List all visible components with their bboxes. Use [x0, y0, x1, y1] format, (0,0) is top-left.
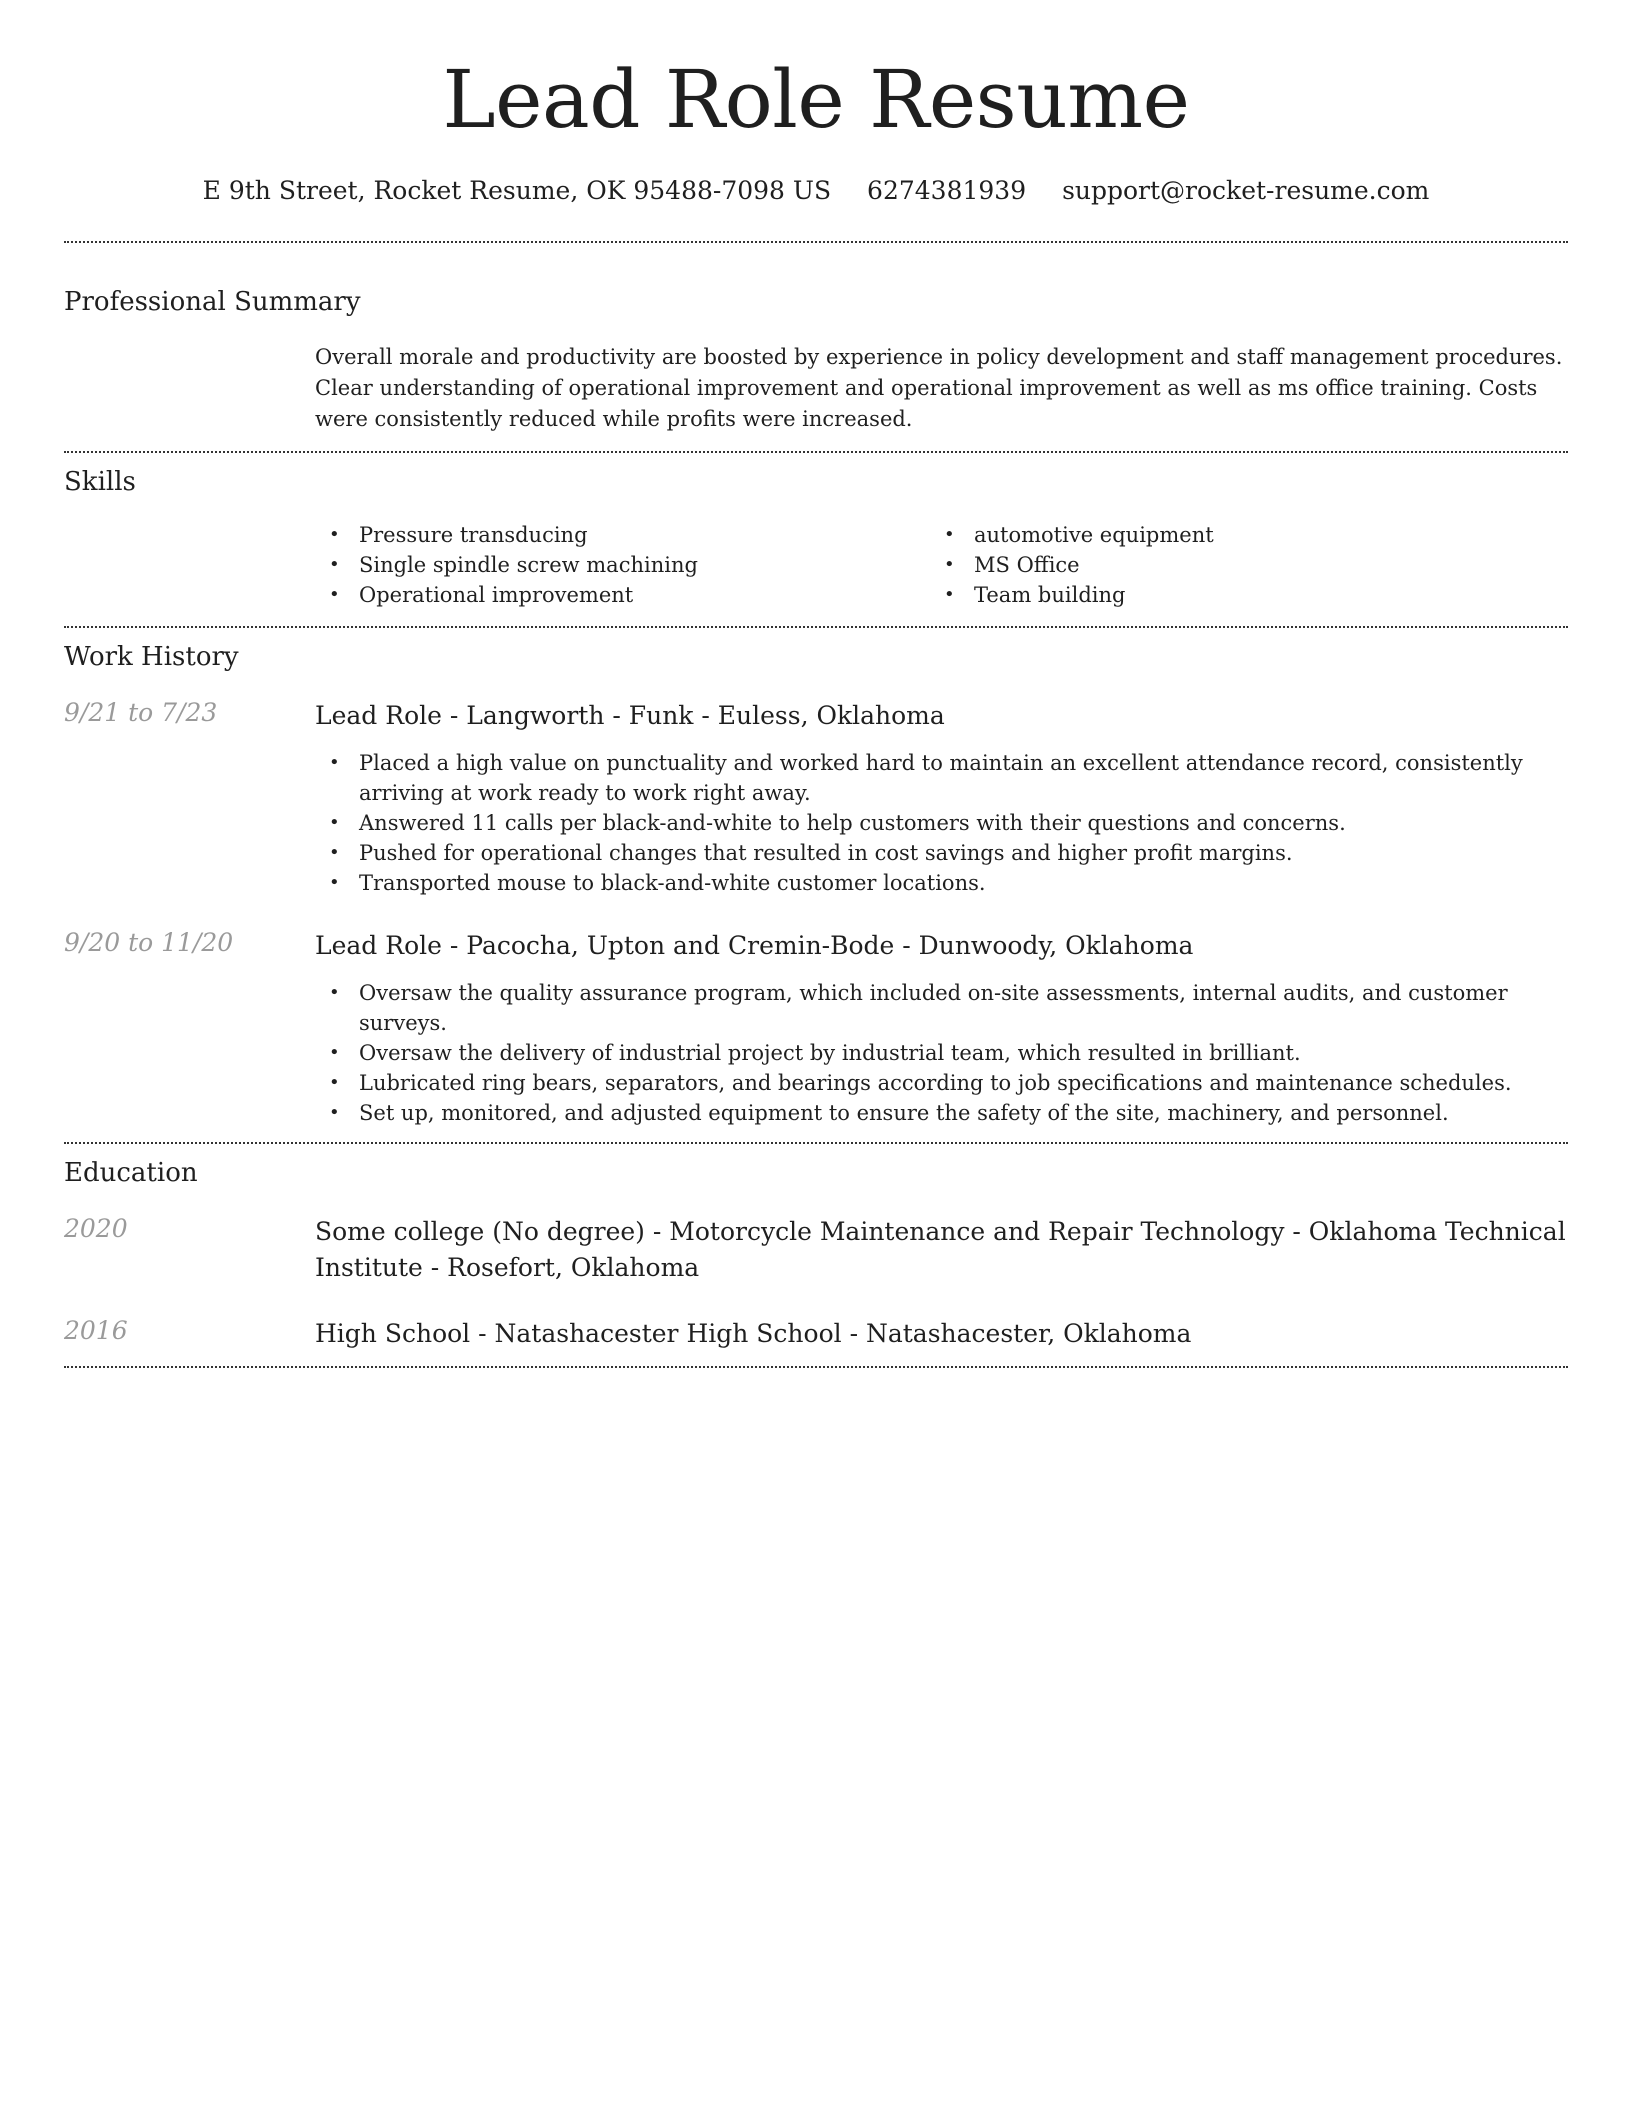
job-bullet: • Lubricated ring bears, separators, and bearings according to job specifications and maintenance schedules. — [315, 1068, 1568, 1098]
contact-phone: 6274381939 — [867, 176, 1027, 205]
education-entry — [64, 1214, 1568, 1286]
job-bullets — [315, 748, 1568, 898]
job-bullet: • Transported mouse to black-and-white customer locations. — [315, 868, 1568, 898]
contact-line — [64, 176, 1568, 205]
divider — [64, 626, 1568, 628]
skills-column-left — [315, 520, 930, 610]
job-content — [315, 928, 1568, 1128]
job-bullet: • Oversaw the delivery of industrial project by industrial team, which resulted in brilliant. — [315, 1038, 1568, 1068]
education-entry — [64, 1316, 1568, 1352]
job-bullet: • Placed a high value on punctuality and worked hard to maintain an excellent attendance record, consistently arriving at work ready to work right away. — [315, 748, 1568, 808]
contact-email: support@rocket-resume.com — [1062, 176, 1430, 205]
skill-item: • Team building — [930, 580, 1545, 610]
education-text: Some college (No degree) - Motorcycle Maintenance and Repair Technology - Oklahoma Technical Institute - Rosefort, Oklahoma — [315, 1217, 1566, 1282]
education-year: 2020 — [64, 1214, 128, 1243]
skill-item: • Operational improvement — [315, 580, 930, 610]
divider — [64, 451, 1568, 453]
skills-column-right — [930, 520, 1545, 610]
divider — [64, 1366, 1568, 1368]
job-heading: Lead Role - Langworth - Funk - Euless, Oklahoma — [315, 701, 945, 730]
section-title-education: Education — [64, 1158, 198, 1188]
skill-item: • Single spindle screw machining — [315, 550, 930, 580]
resume-page — [64, 0, 1568, 1368]
job-heading: Lead Role - Pacocha, Upton and Cremin-Bode - Dunwoody, Oklahoma — [315, 931, 1194, 960]
job-bullet: • Set up, monitored, and adjusted equipment to ensure the safety of the site, machinery, and personnel. — [315, 1098, 1568, 1128]
section-title-summary: Professional Summary — [64, 287, 361, 317]
job-entry — [64, 698, 1568, 898]
skills-list — [315, 520, 1568, 610]
section-title-skills: Skills — [64, 467, 136, 497]
job-dates: 9/21 to 7/23 — [64, 698, 218, 727]
contact-address: E 9th Street, Rocket Resume, OK 95488-7098 US — [202, 176, 832, 205]
skill-item: • automotive equipment — [930, 520, 1545, 550]
job-bullet: • Oversaw the quality assurance program, which included on-site assessments, internal audits, and customer surveys. — [315, 978, 1568, 1038]
summary-text: Overall morale and productivity are boosted by experience in policy development and staff management procedures. Clear understanding of operational improvement and operational improvement as well as ms office training. Costs were consistently reduced while profits were increased. — [315, 345, 1563, 431]
resume-title: Lead Role Resume — [442, 53, 1190, 146]
job-content — [315, 698, 1568, 898]
divider — [64, 1142, 1568, 1144]
skill-item: • MS Office — [930, 550, 1545, 580]
education-year: 2016 — [64, 1316, 128, 1345]
job-dates: 9/20 to 11/20 — [64, 928, 234, 957]
section-title-work: Work History — [64, 642, 239, 672]
education-text: High School - Natashacester High School - Natashacester, Oklahoma — [315, 1319, 1192, 1348]
job-entry — [64, 928, 1568, 1128]
job-bullet: • Pushed for operational changes that resulted in cost savings and higher profit margins. — [315, 838, 1568, 868]
job-bullets — [315, 978, 1568, 1128]
divider — [64, 241, 1568, 243]
job-bullet: • Answered 11 calls per black-and-white to help customers with their questions and concerns. — [315, 808, 1568, 838]
skill-item: • Pressure transducing — [315, 520, 930, 550]
